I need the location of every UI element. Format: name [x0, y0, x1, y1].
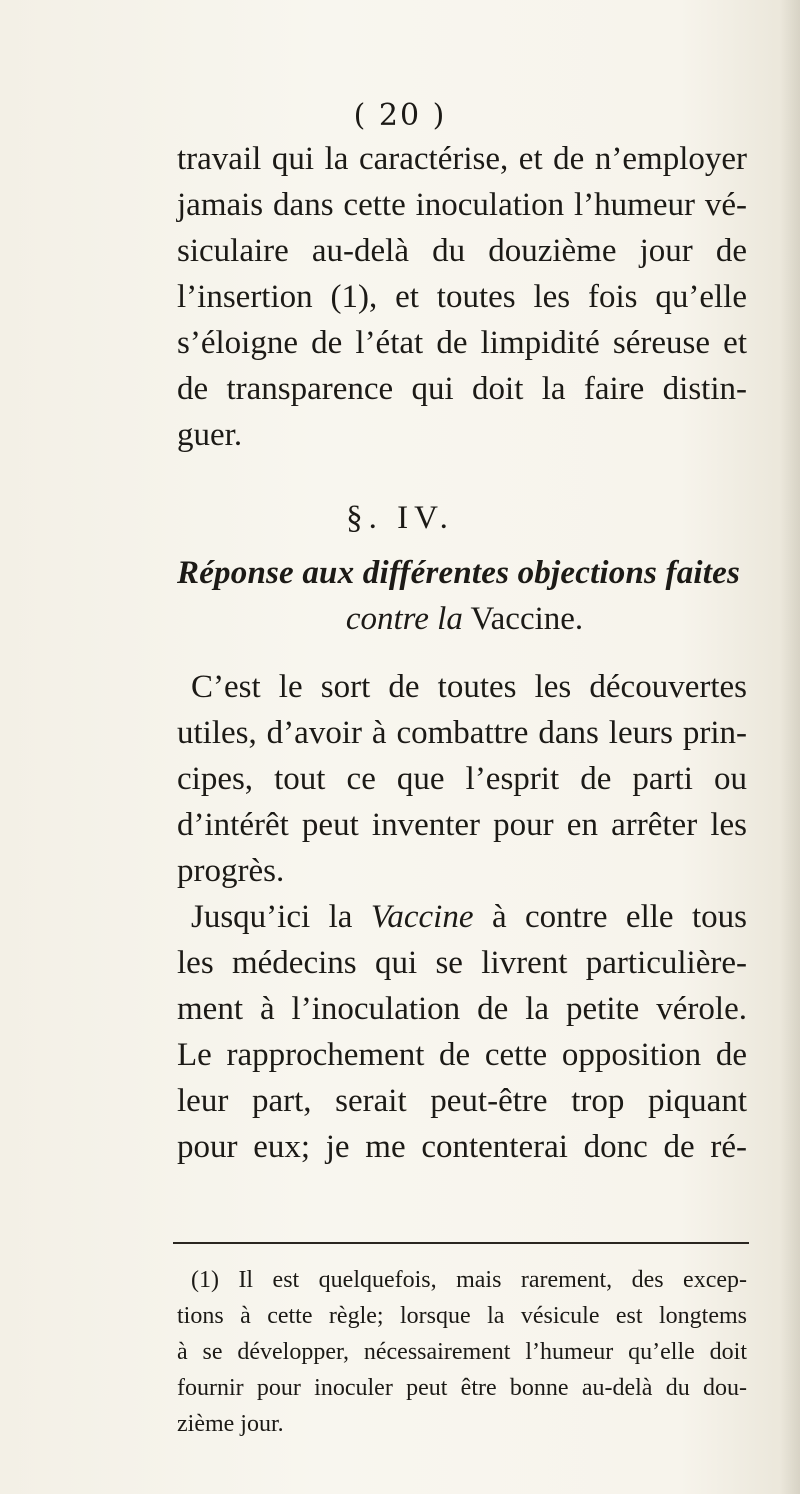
- text-line: utiles, d’avoir à combattre dans leurs prin-: [177, 715, 747, 751]
- footnote-line: à se développer, nécessairement l’humeur qu’elle doit: [177, 1339, 747, 1365]
- text-segment: à contre elle tous: [491, 899, 748, 935]
- footnote-line: (1) Il est quelquefois, mais rarement, des excep-: [191, 1267, 747, 1293]
- text-line: cipes, tout ce que l’esprit de parti ou: [177, 761, 747, 797]
- text-line: travail qui la caractérise, et de n’employer: [177, 141, 747, 177]
- text-line: leur part, serait peut-être trop piquant: [177, 1083, 747, 1119]
- italic-term-vaccine: Vaccine: [370, 899, 474, 935]
- text-line: de transparence qui doit la faire distin-: [177, 371, 747, 407]
- text-line: d’intérêt peut inventer pour en arrêter les: [177, 807, 747, 843]
- text-line: Le rapprochement de cette opposition de: [177, 1037, 747, 1073]
- text-line: l’insertion (1), et toutes les fois qu’elle: [177, 279, 747, 315]
- text-line: siculaire au-delà du douzième jour de: [177, 233, 747, 269]
- text-line-mixed: [177, 894, 747, 940]
- footnote-line: zième jour.: [177, 1411, 284, 1437]
- section-number: §. IV.: [346, 500, 454, 536]
- text-line: jamais dans cette inoculation l’humeur vé-: [177, 187, 747, 223]
- text-segment: Jusqu’ici la: [191, 899, 353, 935]
- text-line: s’éloigne de l’état de limpidité séreuse et: [177, 325, 747, 361]
- section-heading-italic: contre la: [345, 601, 463, 637]
- section-heading-upright: Vaccine.: [462, 601, 584, 637]
- text-line: guer.: [177, 417, 243, 453]
- text-line: progrès.: [177, 853, 285, 889]
- text-line: les médecins qui se livrent particulière-: [177, 945, 747, 981]
- page-number: ( 20 ): [353, 98, 447, 133]
- text-line: ment à l’inoculation de la petite vérole.: [177, 991, 747, 1027]
- section-heading-continued: [177, 596, 752, 642]
- section-heading: Réponse aux différentes objections faites: [177, 555, 741, 591]
- footnote-rule: [173, 1242, 749, 1244]
- footnote-line: tions à cette règle; lorsque la vésicule est longtems: [177, 1303, 747, 1329]
- text-line: C’est le sort de toutes les découvertes: [191, 669, 747, 705]
- text-line: pour eux; je me contenterai donc de ré-: [177, 1129, 747, 1165]
- page-edge-shadow: [780, 0, 800, 1494]
- footnote-line: fournir pour inoculer peut être bonne au-delà du dou-: [177, 1375, 747, 1401]
